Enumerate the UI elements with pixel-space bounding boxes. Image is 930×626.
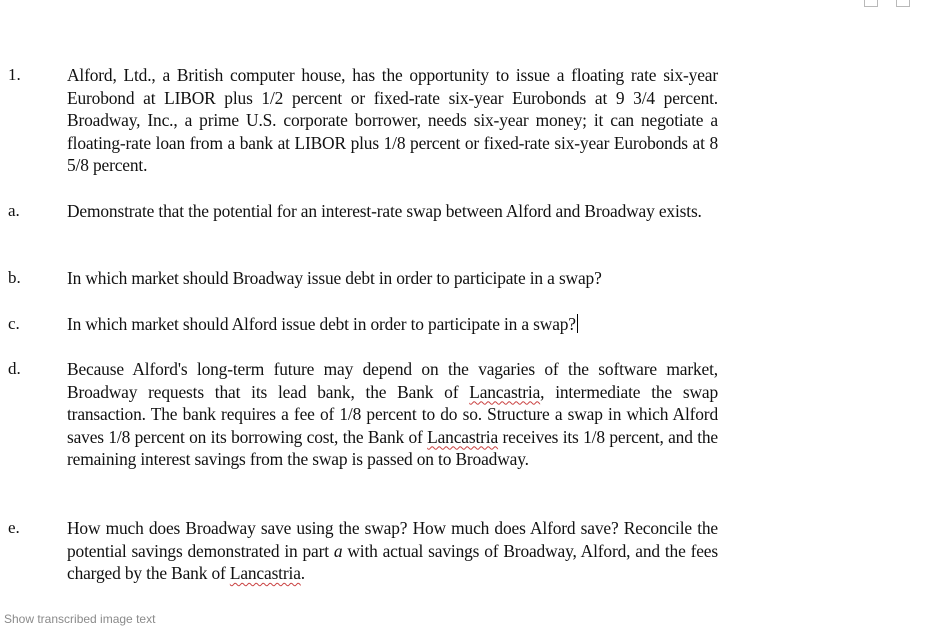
spellcheck-flagged-word[interactable]: Lancastria	[427, 426, 499, 447]
question-text-segment: receives its 1/8 percent, and the remaining interest savings from the swap is passed on to Broadway.	[67, 426, 718, 469]
question-marker: a.	[8, 201, 20, 220]
corner-right-icon	[896, 0, 910, 7]
question-text[interactable]	[67, 313, 718, 336]
part-reference: a	[333, 540, 343, 561]
question-text-segment: How much does Broadway save using the swap? How much does Alford save? Reconcile the potential savings demonstrated in part	[67, 518, 718, 561]
question-marker: b.	[8, 268, 21, 287]
question-text	[67, 64, 718, 177]
question-text	[67, 200, 718, 223]
question-marker: 1.	[8, 65, 21, 84]
question-text	[67, 358, 718, 471]
question-text	[67, 267, 718, 290]
question-text-segment: In which market should Alford issue debt in order to participate in a swap?	[67, 314, 576, 334]
spellcheck-flagged-word[interactable]: Lancastria	[229, 563, 301, 583]
question-text-segment: , intermediate the swap transaction. The bank requires a fee of 1/8 percent to do so. Structure a swap in which Alford saves 1/8 percent on its borrowing cost, the Bank of	[67, 381, 718, 447]
question-marker: d.	[8, 359, 21, 378]
spellcheck-flagged-word[interactable]: Lancastria	[469, 381, 541, 402]
question-marker: c.	[8, 314, 20, 333]
corner-left-icon	[864, 0, 878, 7]
question-text-segment: In which market should Broadway issue debt in order to participate in a swap?	[67, 268, 602, 288]
window-corner-controls	[856, 0, 926, 10]
question-text-segment: Alford, Ltd., a British computer house, has the opportunity to issue a floating rate six-year Eurobond at LIBOR plus 1/2 percent or fixed-rate six-year Eurobonds at 9 3/4 percent. Broadway, Inc., a prime U.S. corporate borrower, needs six-year money; it can negotiate a floating-rate loan from a bank at LIBOR plus 1/8 percent or fixed-rate six-year Eurobonds at 8 5/8 percent.	[67, 65, 718, 175]
question-text-segment: with actual savings of Broadway, Alford, and the fees charged by the Bank of	[67, 540, 718, 583]
question-text-segment: Because Alford's long-term future may depend on the vagaries of the software market, Broadway requests that its lead bank, the Bank of	[67, 359, 718, 402]
question-text-segment: Demonstrate that the potential for an interest-rate swap between Alford and Broadway exists.	[67, 201, 702, 221]
text-cursor	[577, 314, 578, 333]
question-text	[67, 517, 718, 585]
question-marker: e.	[8, 518, 20, 537]
show-transcribed-text-link[interactable]: Show transcribed image text	[4, 612, 156, 626]
question-text-segment: .	[300, 563, 305, 583]
